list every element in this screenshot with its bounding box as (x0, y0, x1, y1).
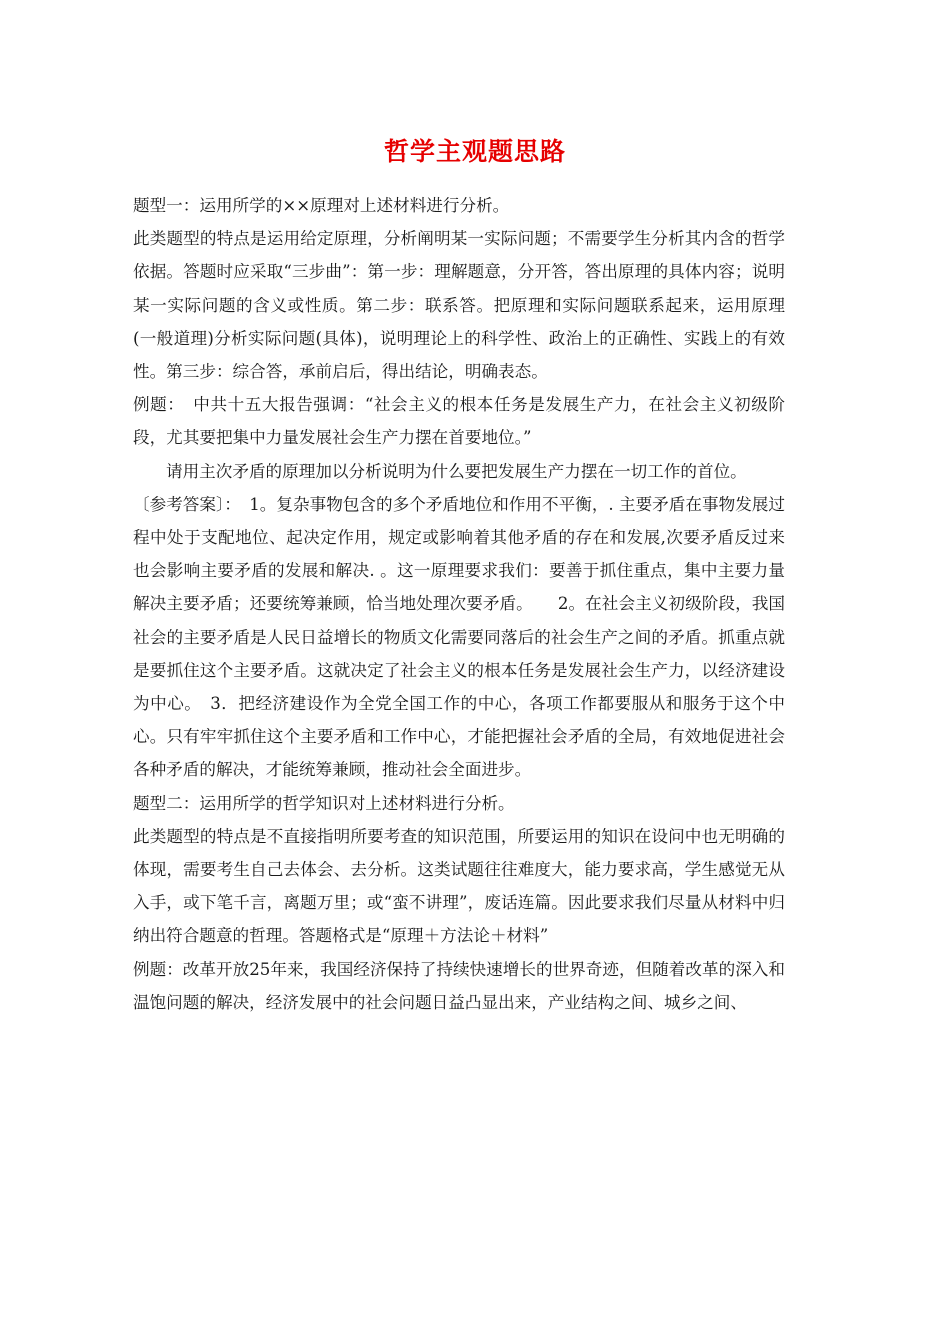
question-type-2-description: 此类题型的特点是不直接指明所要考查的知识范围，所要运用的知识在设问中也无明确的体现，需要考生自己去体会、去分析。这类试题往往难度大，能力要求高，学生感觉无从入手，或下笔千言，离题万里；或“蛮不讲理”，废话连篇。因此要求我们尽量从材料中归纳出符合题意的哲理。答题格式是“原理＋方法论＋材料” (133, 826, 785, 946)
reference-answer: 〔参考答案〕： 1。复杂事物包含的多个矛盾地位和作用不平衡，. 主要矛盾在事物发展过程中处于支配地位、起决定作用，规定或影响着其他矛盾的存在和发展,次要矛盾反过来也会影响主要矛盾的发展和解决. 。这一原理要求我们：要善于抓住重点，集中主要力量解决主要矛盾；还要统筹兼顾，恰当地处理次要矛盾。 2。在社会主义初级阶段，我国社会的主要矛盾是人民日益增长的物质文化需要同落后的社会生产之间的矛盾。抓重点就是要抓住这个主要矛盾。这就决定了社会主义的根本任务是发展社会生产力，以经济建设为中心。 3．把经济建设作为全党全国工作的中心，各项工作都要服从和服务于这个中心。只有牢牢抓住这个主要矛盾和工作中心，才能把握社会矛盾的全局，有效地促进社会各种矛盾的解决，才能统筹兼顾，推动社会全面进步。 (133, 494, 785, 780)
document-body (133, 189, 785, 1019)
document-title: 哲学主观题思路 (383, 137, 566, 166)
question-type-1-heading: 题型一：运用所学的××原理对上述材料进行分析。 (133, 196, 510, 215)
example-2-text: 例题：改革开放25年来，我国经济保持了持续快速增长的世界奇迹，但随着改革的深入和温饱问题的解决，经济发展中的社会问题日益凸显出来，产业结构之间、城乡之间、 (133, 959, 785, 1012)
example-1-question: 请用主次矛盾的原理加以分析说明为什么要把发展生产力摆在一切工作的首位。 (166, 461, 747, 481)
question-type-1-description: 此类题型的特点是运用给定原理，分析阐明某一实际问题；不需要学生分析其内含的哲学依据。答题时应采取“三步曲”：第一步：理解题意，分开答，答出原理的具体内容；说明某一实际问题的含义或性质。第二步：联系答。把原理和实际问题联系起来，运用原理(一般道理)分析实际问题(具体)，说明理论上的科学性、政治上的正确性、实践上的有效性。第三步：综合答，承前启后，得出结论，明确表态。 (133, 229, 785, 382)
example-1-text: 例题： 中共十五大报告强调：“社会主义的根本任务是发展生产力，在社会主义初级阶段，尤其要把集中力量发展社会生产力摆在首要地位。” (133, 395, 785, 448)
question-type-2-heading: 题型二：运用所学的哲学知识对上述材料进行分析。 (133, 793, 515, 813)
